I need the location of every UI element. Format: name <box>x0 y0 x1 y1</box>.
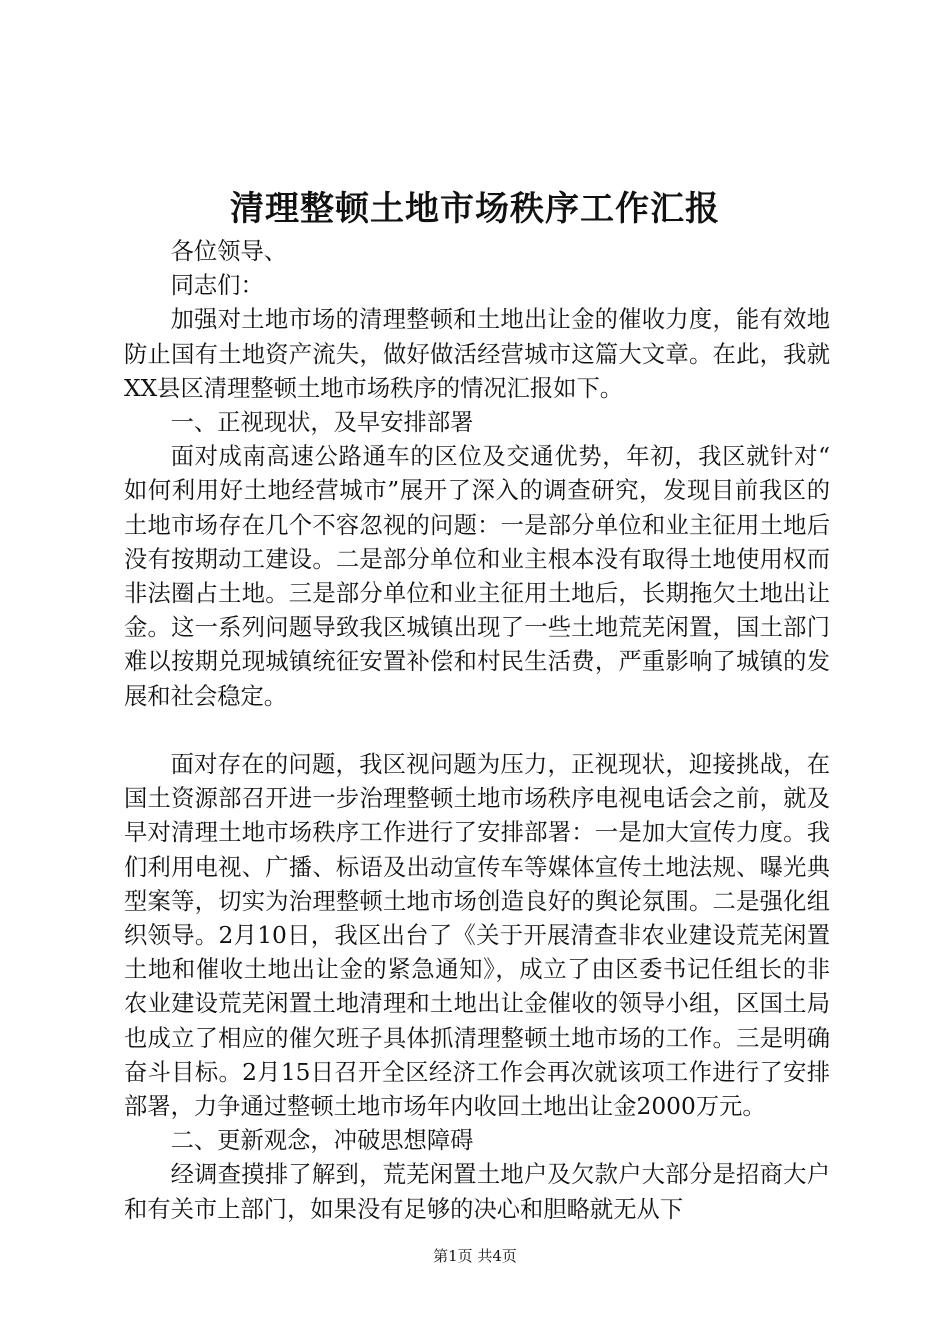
blank-line <box>124 714 830 748</box>
section-heading: 一、正视现状，及早安排部署 <box>170 409 474 437</box>
body-paragraph: 加强对土地市场的清理整顿和土地出让金的催收力度，能有效地防止国有土地资产流失，做好做活经营城市这篇大文章。在此，我就XX县区清理整顿土地市场秩序的情况汇报如下。 <box>124 306 830 402</box>
section-heading: 二、更新观念，冲破思想障碍 <box>170 1127 474 1155</box>
salutation-line: 各位领导、 <box>170 238 288 265</box>
body-paragraph: 经调查摸排了解到，荒芜闲置土地户及欠款户大部分是招商大户和有关市上部门，如果没有足够的决心和胆略就无从下 <box>124 1161 830 1223</box>
body-paragraph: 面对成南高速公路通车的区位及交通优势，年初，我区就针对“如何利用好土地经营城市”展开了深入的调查研究，发现目前我区的土地市场存在几个不容忽视的问题：一是部分单位和业主征用土地后没有按期动工建设。二是部分单位和业主根本没有取得土地使用权而非法圈占土地。三是部分单位和业主征用土地后，长期拖欠土地出让金。这一系列问题导致我区城镇出现了一些土地荒芜闲置，国土部门难以按期兑现城镇统征安置补偿和村民生活费，严重影响了城镇的发展和社会稳定。 <box>124 443 830 710</box>
page-footer: 第1页 共4页 <box>433 1247 517 1265</box>
document-body <box>124 235 830 1227</box>
salutation-line: 同志们： <box>170 272 264 300</box>
body-paragraph: 面对存在的问题，我区视问题为压力，正视现状，迎接挑战，在国土资源部召开进一步治理整顿土地市场秩序电视电话会之前，就及早对清理土地市场秩序工作进行了安排部署：一是加大宣传力度。我们利用电视、广播、标语及出动宣传车等媒体宣传土地法规、曝光典型案等，切实为治理整顿土地市场创造良好的舆论氛围。二是强化组织领导。2月10日，我区出台了《关于开展清查非农业建设荒芜闲置土地和催收土地出让金的紧急通知》，成立了由区委书记任组长的非农业建设荒芜闲置土地清理和土地出让金催收的领导小组，区国土局也成立了相应的催欠班子具体抓清理整顿土地市场的工作。三是明确奋斗目标。2月15日召开全区经济工作会再次就该项工作进行了安排部署，力争通过整顿土地市场年内收回土地出让金2000万元。 <box>124 751 830 1121</box>
document-title: 清理整顿土地市场秩序工作汇报 <box>230 189 720 229</box>
